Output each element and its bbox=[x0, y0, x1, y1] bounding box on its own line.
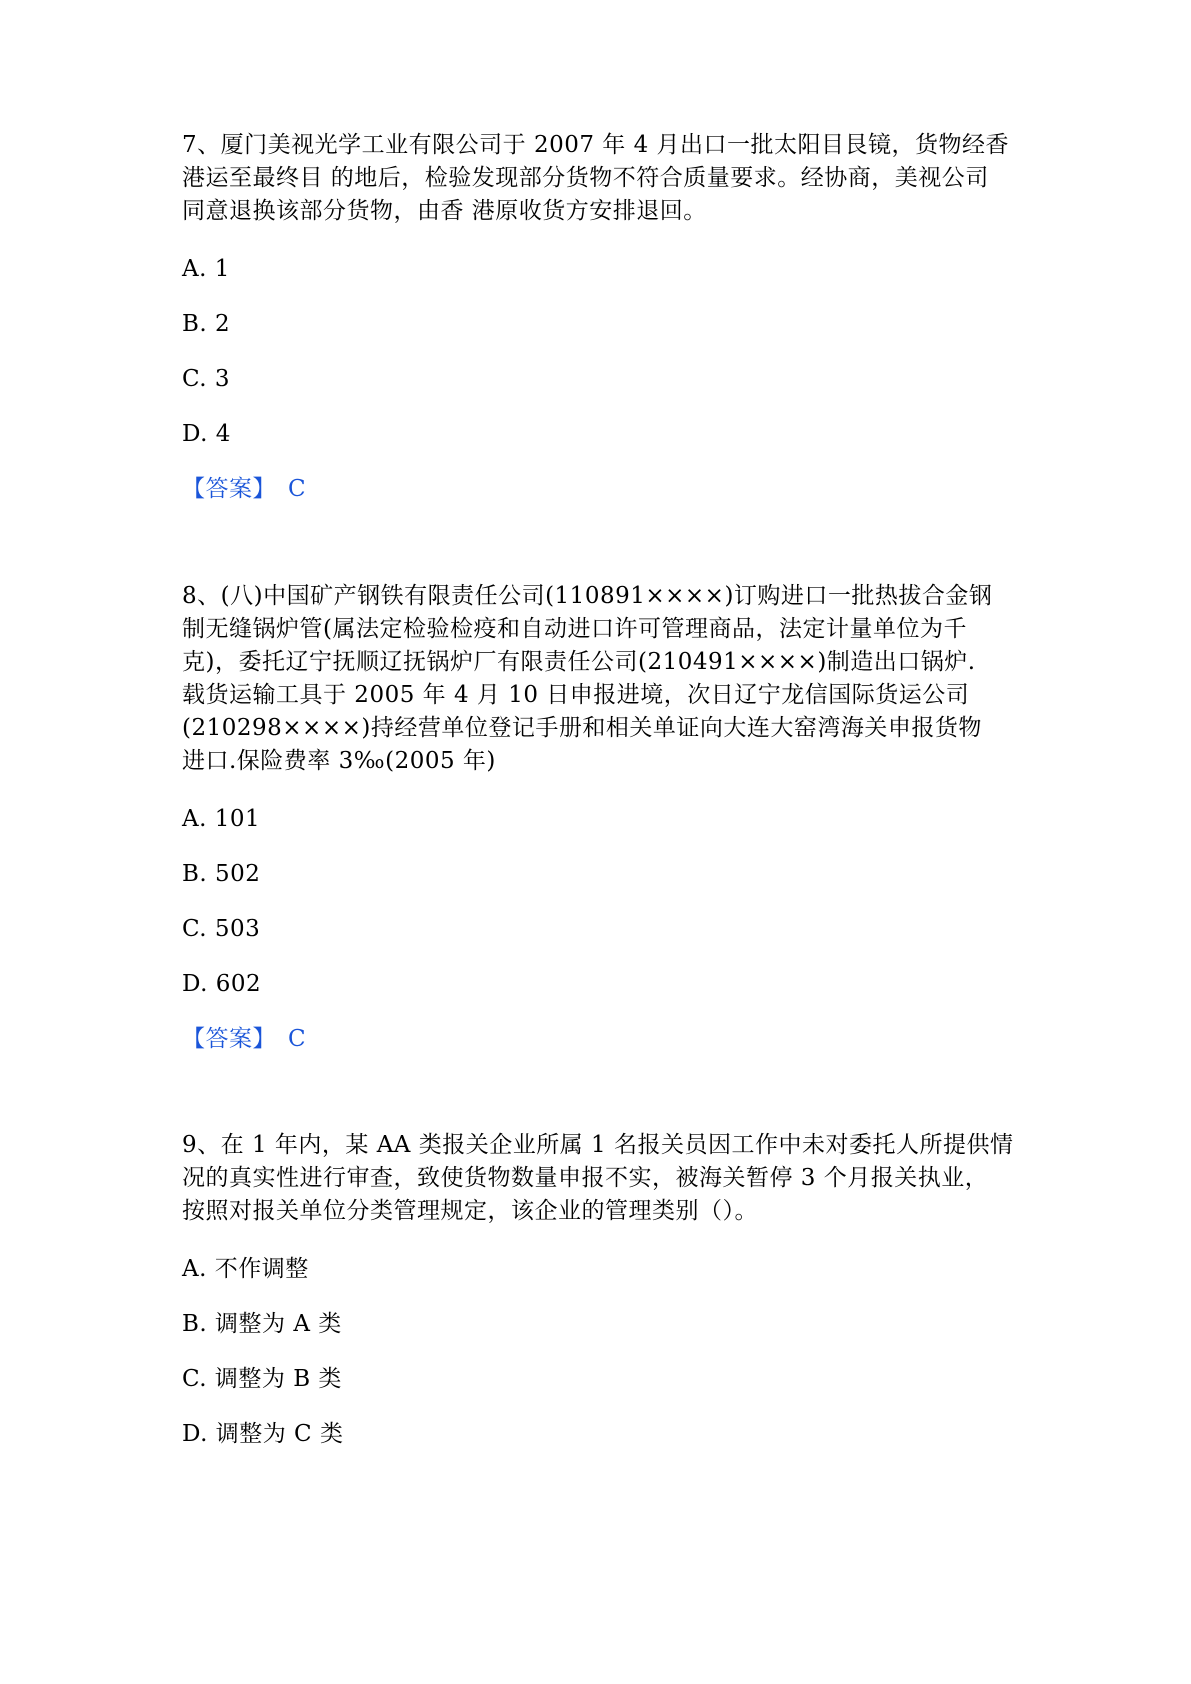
question-7-option-a: A. 1 bbox=[182, 256, 230, 282]
question-7-answer bbox=[182, 474, 306, 504]
question-8-text-line-4: 载货运输工具于 2005 年 4 月 10 日申报进境，次日辽宁龙信国际货运公司 bbox=[182, 682, 970, 708]
question-8-text-line-1: 8、(八)中国矿产钢铁有限责任公司(110891××××)订购进口一批热拔合金钢 bbox=[182, 583, 993, 609]
question-9-text-line-1: 9、在 1 年内，某 AA 类报关企业所属 1 名报关员因工作中未对委托人所提供情 bbox=[182, 1132, 1014, 1158]
question-7-option-d: D. 4 bbox=[182, 421, 231, 447]
question-8-text-line-2: 制无缝锅炉管(属法定检验检疫和自动进口许可管理商品，法定计量单位为千 bbox=[182, 616, 967, 642]
question-9-option-d: D. 调整为 C 类 bbox=[182, 1421, 344, 1447]
question-8-option-b: B. 502 bbox=[182, 861, 261, 887]
question-8-text-line-5: (210298××××)持经营单位登记手册和相关单证向大连大窑湾海关申报货物 bbox=[182, 715, 982, 741]
question-8-answer bbox=[182, 1024, 306, 1054]
question-8-text-line-6: 进口.保险费率 3‰(2005 年) bbox=[182, 748, 496, 774]
question-7-text-line-3: 同意退换该部分货物，由香 港原收货方安排退回。 bbox=[182, 198, 707, 224]
question-8-option-a: A. 101 bbox=[182, 806, 261, 832]
question-8-option-d: D. 602 bbox=[182, 971, 262, 997]
question-7-option-b: B. 2 bbox=[182, 311, 231, 337]
question-8-text-line-3: 克)，委托辽宁抚顺辽抚锅炉厂有限责任公司(210491××××)制造出口锅炉. bbox=[182, 649, 976, 675]
question-9-text-line-3: 按照对报关单位分类管理规定，该企业的管理类别（）。 bbox=[182, 1198, 758, 1224]
question-7-text-line-1: 7、厦门美视光学工业有限公司于 2007 年 4 月出口一批太阳目艮镜，货物经香 bbox=[182, 132, 1010, 158]
question-9-text-line-2: 况的真实性进行审查，致使货物数量申报不实，被海关暂停 3 个月报关执业， bbox=[182, 1165, 989, 1191]
question-7-option-c: C. 3 bbox=[182, 366, 231, 392]
answer-label: 【答案】 bbox=[182, 1026, 276, 1052]
question-9-option-b: B. 调整为 A 类 bbox=[182, 1311, 342, 1337]
question-9-option-a: A. 不作调整 bbox=[182, 1256, 309, 1282]
question-7-text-line-2: 港运至最终目 的地后，检验发现部分货物不符合质量要求。经协商，美视公司 bbox=[182, 165, 989, 191]
question-8-option-c: C. 503 bbox=[182, 916, 261, 942]
answer-value: C bbox=[288, 1026, 307, 1052]
answer-value: C bbox=[288, 476, 307, 502]
question-9-option-c: C. 调整为 B 类 bbox=[182, 1366, 342, 1392]
answer-label: 【答案】 bbox=[182, 476, 276, 502]
